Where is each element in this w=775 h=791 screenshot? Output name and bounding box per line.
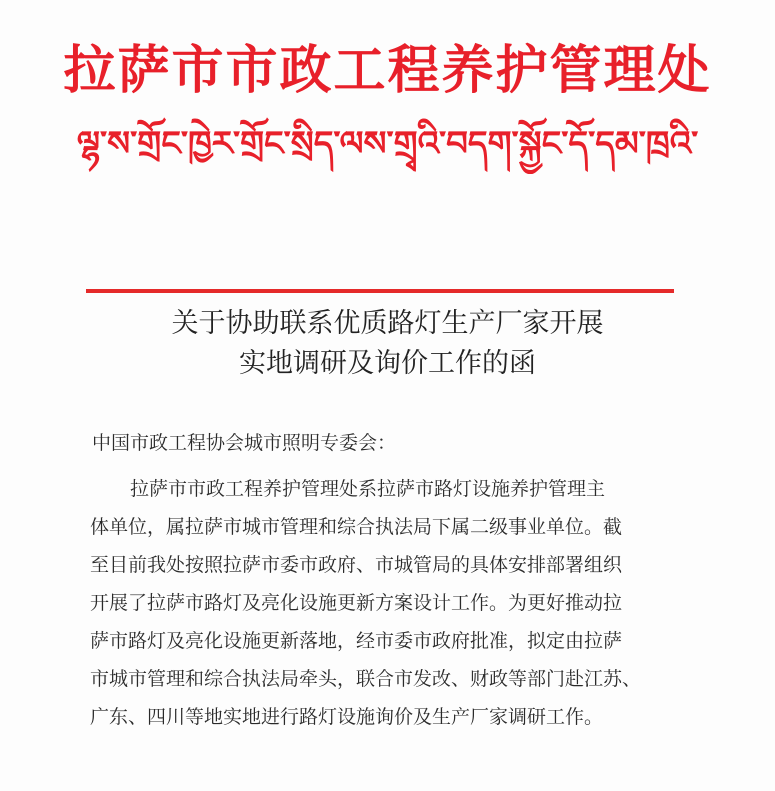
addressee: 中国市政工程协会城市照明专委会：: [92, 432, 397, 454]
body-line: 拉萨市市政工程养护管理处系拉萨市路灯设施养护管理主: [130, 478, 606, 500]
document-title-line-1: 关于协助联系优质路灯生产厂家开展: [171, 308, 604, 339]
letterhead-tibetan-name: ལྷ་ས་གྲོང་ཁྱེར་གྲོང་སྲིད་ལས་གྲྭའི་བདག་སྐྱོང་དོ་དམ་ཁྲའི་: [76, 124, 699, 164]
letterhead-red-rule: [86, 289, 674, 293]
document-title-line-2: 实地调研及询价工作的函: [239, 348, 536, 379]
body-line: 至目前我处按照拉萨市委市政府、市城管局的具体安排部署组织: [90, 554, 623, 576]
body-line: 开展了拉萨市路灯及亮化设施更新方案设计工作。为更好推动拉: [90, 592, 623, 614]
body-paragraph: [90, 470, 686, 736]
body-line: 体单位，属拉萨市城市管理和综合执法局下属二级事业单位。截: [90, 516, 623, 538]
body-line: 市城市管理和综合执法局牵头，联合市发改、财政等部门赴江苏、: [90, 668, 642, 690]
body-line: 萨市路灯及亮化设施更新落地，经市委市政府批准，拟定由拉萨: [90, 630, 623, 652]
body-line: 广东、四川等地实地进行路灯设施询价及生产厂家调研工作。: [90, 706, 604, 728]
letterhead-chinese-name: 拉萨市市政工程养护管理处: [63, 41, 712, 101]
document-title: [0, 304, 775, 384]
